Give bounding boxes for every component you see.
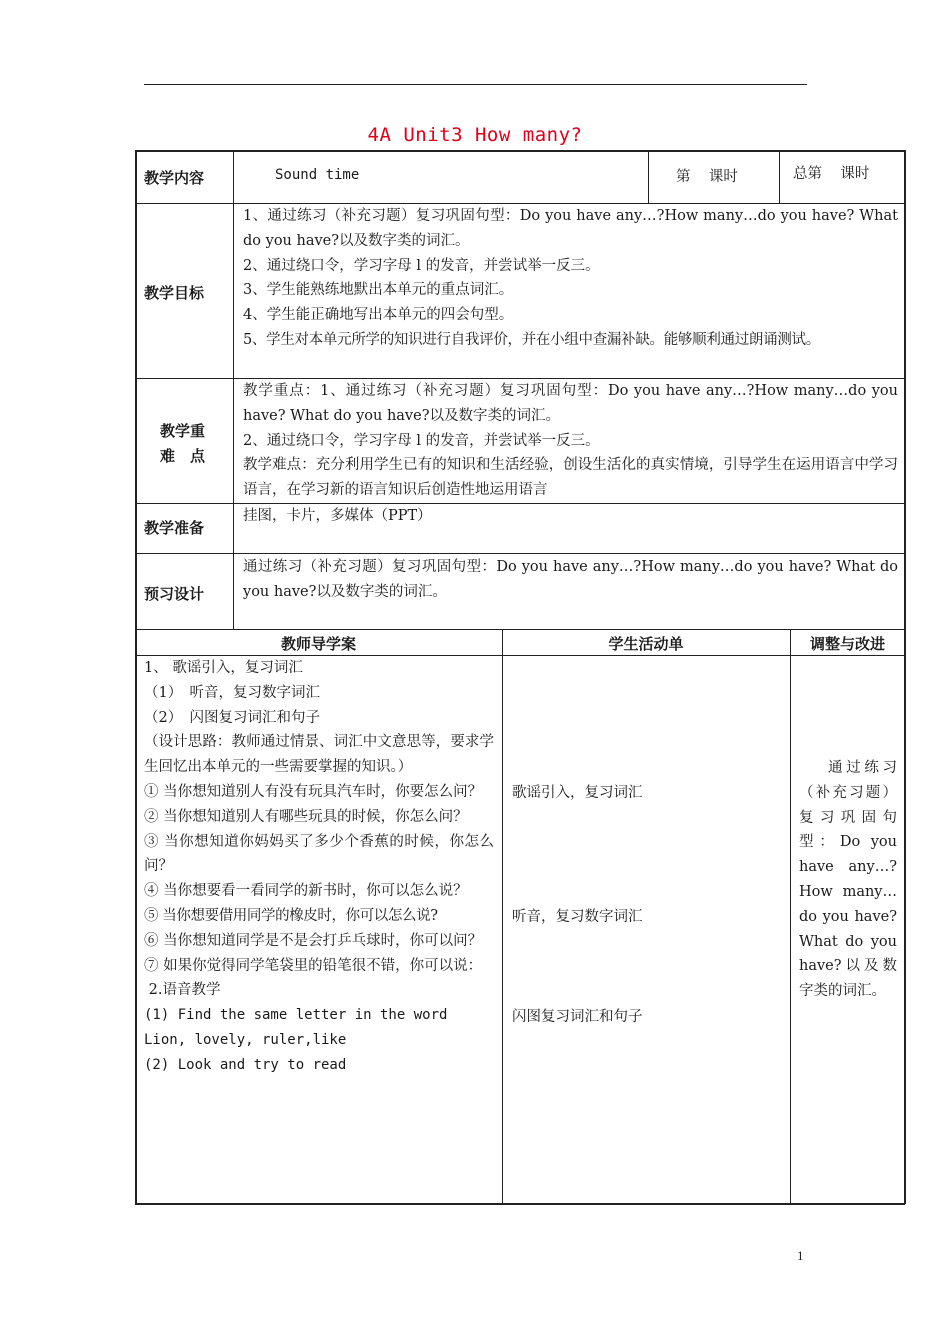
goal-item: 5、学生对本单元所学的知识进行自我评价，并在小组中查漏补缺。能够顺利通过朗诵测试。: [243, 331, 820, 348]
keypoints-list: [243, 379, 898, 503]
goal-item: 1、通过练习（补充习题）复习巩固句型：Do you have any…?How many…do you have? What do you have?以及数字类的词汇。: [243, 208, 898, 249]
adjust-note: 通过练习（补充习题）复习巩固句型：Do you have any…? How many…do you have? What do you have?以及数字类的词汇。: [799, 760, 897, 1000]
teacher-plan: [144, 656, 494, 1078]
content-value: Sound time: [275, 167, 360, 183]
teacher-line: ⑦ 如果你觉得同学笔袋里的铅笔很不错，你可以说：: [144, 957, 483, 974]
teacher-line: 1、 歌谣引入，复习词汇: [144, 660, 303, 676]
col-divider: [233, 150, 234, 630]
student-activity-item: 歌谣引入，复习词汇: [512, 785, 643, 801]
preview-value: 通过练习（补充习题）复习巩固句型：Do you have any…?How many…do you have? What do you have?以及数字类的词汇。: [243, 559, 898, 600]
col-divider: [790, 629, 791, 1204]
teacher-line: （1） 听音，复习数字词汇: [144, 684, 320, 701]
teacher-line: （设计思路：教师通过情景、词汇中文意思等，要求学生回忆出本单元的一些需要掌握的知识。）: [144, 734, 494, 776]
col-divider: [648, 150, 649, 203]
teacher-line: ② 当你想知道别人有哪些玩具的时候，你怎么问？: [144, 808, 468, 825]
goals-list: [243, 204, 898, 353]
keypoints-label-line2: 难 点: [160, 447, 206, 465]
table-border-top: [135, 150, 905, 152]
header-rule: [144, 84, 807, 85]
teacher-column-header: 教师导学案: [280, 635, 356, 653]
adjust-column-header: 调整与改进: [809, 635, 885, 653]
prep-value: 挂图，卡片，多媒体（PPT）: [243, 508, 432, 524]
table-border-left: [135, 150, 137, 1204]
teacher-line: (1) Find the same letter in the word: [144, 1007, 448, 1024]
goal-item: 3、学生能熟练地默出本单元的重点词汇。: [243, 282, 514, 299]
keypoint-item: 教学难点：充分利用学生已有的知识和生活经验，创设生活化的真实情境，引导学生在运用语言中学习语言，在学习新的语言知识后创造性地运用语言: [243, 457, 898, 499]
table-border-right: [904, 150, 906, 1204]
keypoints-label-line1: 教学重: [160, 422, 206, 440]
teacher-line: (2) Look and try to read: [144, 1056, 347, 1073]
keypoints-label: [160, 419, 205, 469]
teacher-line: ④ 当你想要看一看同学的新书时，你可以怎么说？: [144, 883, 468, 900]
teacher-line: ⑤ 当你想要借用同学的橡皮时，你可以怎么说?: [144, 907, 438, 924]
content-label: 教学内容: [144, 169, 205, 187]
teacher-line: ③ 当你想知道你妈妈买了多少个香蕉的时候，你怎么问？: [144, 833, 494, 875]
row-divider: [135, 553, 905, 554]
keypoint-item: 2、通过绕口令，学习字母 l 的发音，并尝试举一反三。: [243, 432, 600, 449]
col-divider: [502, 629, 503, 1204]
page-title: 4A Unit3 How many?: [367, 124, 583, 146]
preview-label: 预习设计: [144, 585, 205, 603]
goal-item: 2、通过绕口令，学习字母 l 的发音，并尝试举一反三。: [243, 257, 600, 274]
teacher-line: ⑥ 当你想知道同学是不是会打乒乓球时，你可以问？: [144, 932, 483, 949]
prep-label: 教学准备: [144, 519, 205, 537]
teacher-line: （2） 闪图复习词汇和句子: [144, 709, 320, 726]
teacher-line: 2.语音教学: [144, 982, 221, 999]
keypoint-item: 教学重点：1、通过练习（补充习题）复习巩固句型：Do you have any…?How many…do you have? What do you have?以及数字类的词汇。: [243, 383, 898, 424]
student-column-header: 学生活动单: [608, 635, 684, 653]
teacher-line: ① 当你想知道别人有没有玩具汽车时，你要怎么问？: [144, 783, 483, 800]
student-activity-item: 听音，复习数字词汇: [512, 909, 643, 925]
student-activity-item: 闪图复习词汇和句子: [512, 1009, 643, 1025]
goal-item: 4、学生能正确地写出本单元的四会句型。: [243, 307, 514, 324]
lesson-number: 第 课时: [676, 169, 738, 185]
goals-label: 教学目标: [144, 284, 205, 302]
col-divider: [779, 150, 780, 203]
teacher-line: Lion, lovely, ruler,like: [144, 1031, 347, 1048]
total-lesson-number: 总第 课时: [793, 166, 870, 182]
page-number: 1: [797, 1248, 804, 1263]
